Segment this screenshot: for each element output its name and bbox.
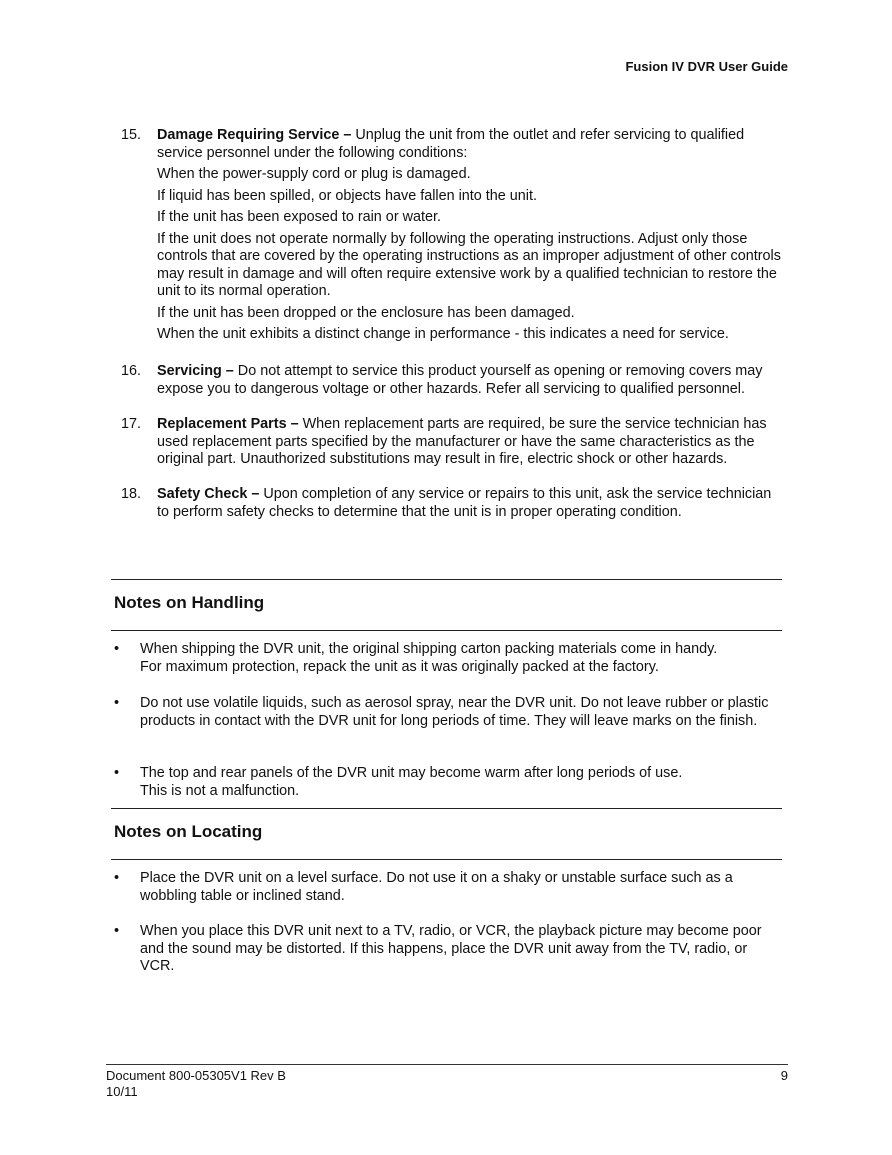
section-title-locating: Notes on Locating bbox=[114, 822, 263, 841]
bullet-text: Do not use volatile liquids, such as aerosol spray, near the DVR unit. Do not leave rubber or plastic products in contact with the DVR unit for long periods of time. They will leave marks on the finish. bbox=[140, 695, 769, 729]
bullet-text: When shipping the DVR unit, the original shipping carton packing materials come in handy. bbox=[140, 641, 718, 657]
locating-bullet-item bbox=[111, 870, 781, 905]
bullet-text: When you place this DVR unit next to a TV, radio, or VCR, the playback picture may become poor and the sound may be distorted. If this happens, place the DVR unit away from the TV, radio, or VCR. bbox=[140, 923, 762, 974]
bullet-text: The top and rear panels of the DVR unit may become warm after long periods of use. bbox=[140, 765, 683, 781]
item-lead: Safety Check – bbox=[157, 486, 260, 502]
condition-text: If the unit has been exposed to rain or water. bbox=[157, 209, 441, 225]
document-number: Document 800-05305V1 Rev B bbox=[106, 1068, 286, 1083]
condition-text: If the unit does not operate normally by following the operating instructions. Adjust only those controls that are covered by the operating instructions as an improper adjustment of other controls may result in damage and will often require extensive work by a qualified technician to restore the unit to its normal operation. bbox=[157, 230, 781, 299]
item-text: When replacement parts are required, be sure the service technician has used replacement parts specified by the manufacturer or have the same characteristics as the original part. Unauthorized substitutions may result in fire, electric shock or other hazards. bbox=[157, 416, 767, 467]
item-paragraph bbox=[157, 416, 781, 469]
footer-divider bbox=[106, 1064, 788, 1065]
item-lead: Servicing – bbox=[157, 363, 234, 379]
item-lead: Replacement Parts – bbox=[157, 416, 299, 432]
bullet-icon: • bbox=[114, 641, 120, 657]
item-number: 17. bbox=[121, 416, 142, 432]
section-divider bbox=[111, 859, 782, 860]
bullet-icon: • bbox=[114, 870, 120, 886]
list-item-15 bbox=[121, 127, 781, 344]
condition-text: If the unit has been dropped or the enclosure has been damaged. bbox=[157, 304, 575, 321]
handling-bullet-item bbox=[111, 641, 781, 676]
bullet-text: For maximum protection, repack the unit as it was originally packed at the factory. bbox=[140, 658, 659, 675]
page-header-title: Fusion IV DVR User Guide bbox=[625, 59, 788, 74]
item-number: 16. bbox=[121, 363, 142, 379]
item-paragraph bbox=[157, 127, 781, 162]
item-number: 15. bbox=[121, 127, 142, 143]
bullet-icon: • bbox=[114, 695, 120, 711]
item-text: Unplug the unit from the outlet and refer servicing to qualified service personnel under the following conditions: bbox=[157, 127, 745, 161]
list-item-16 bbox=[121, 363, 781, 398]
section-divider bbox=[111, 808, 782, 809]
item-text: Do not attempt to service this product yourself as opening or removing covers may expose you to dangerous voltage or other hazards. Refer all servicing to qualified personnel. bbox=[157, 363, 763, 397]
condition-text: When the unit exhibits a distinct change in performance - this indicates a need for service. bbox=[157, 326, 729, 342]
item-paragraph bbox=[157, 363, 781, 398]
item-text: Upon completion of any service or repairs to this unit, ask the service technician to perform safety checks to determine that the unit is in proper operating condition. bbox=[157, 486, 772, 520]
bullet-icon: • bbox=[114, 765, 120, 781]
section-title-handling: Notes on Handling bbox=[114, 593, 265, 612]
item-paragraph bbox=[157, 486, 781, 521]
footer-document-info bbox=[106, 1068, 286, 1100]
page-number: 9 bbox=[780, 1068, 788, 1083]
item-lead: Damage Requiring Service – bbox=[157, 127, 352, 143]
handling-bullet-item bbox=[111, 765, 781, 800]
bullet-text: This is not a malfunction. bbox=[140, 782, 300, 799]
section-divider bbox=[111, 579, 782, 580]
item-number: 18. bbox=[121, 486, 142, 502]
handling-bullet-item bbox=[111, 695, 781, 730]
bullet-text: Place the DVR unit on a level surface. Do not use it on a shaky or unstable surface such as a wobbling table or inclined stand. bbox=[140, 870, 733, 904]
locating-bullet-item bbox=[111, 923, 781, 976]
section-divider bbox=[111, 630, 782, 631]
document-date: 10/11 bbox=[106, 1084, 138, 1099]
list-item-18 bbox=[121, 486, 781, 521]
condition-text: If liquid has been spilled, or objects have fallen into the unit. bbox=[157, 187, 537, 204]
bullet-icon: • bbox=[114, 923, 120, 939]
condition-text: When the power-supply cord or plug is damaged. bbox=[157, 166, 471, 182]
list-item-17 bbox=[121, 416, 781, 469]
